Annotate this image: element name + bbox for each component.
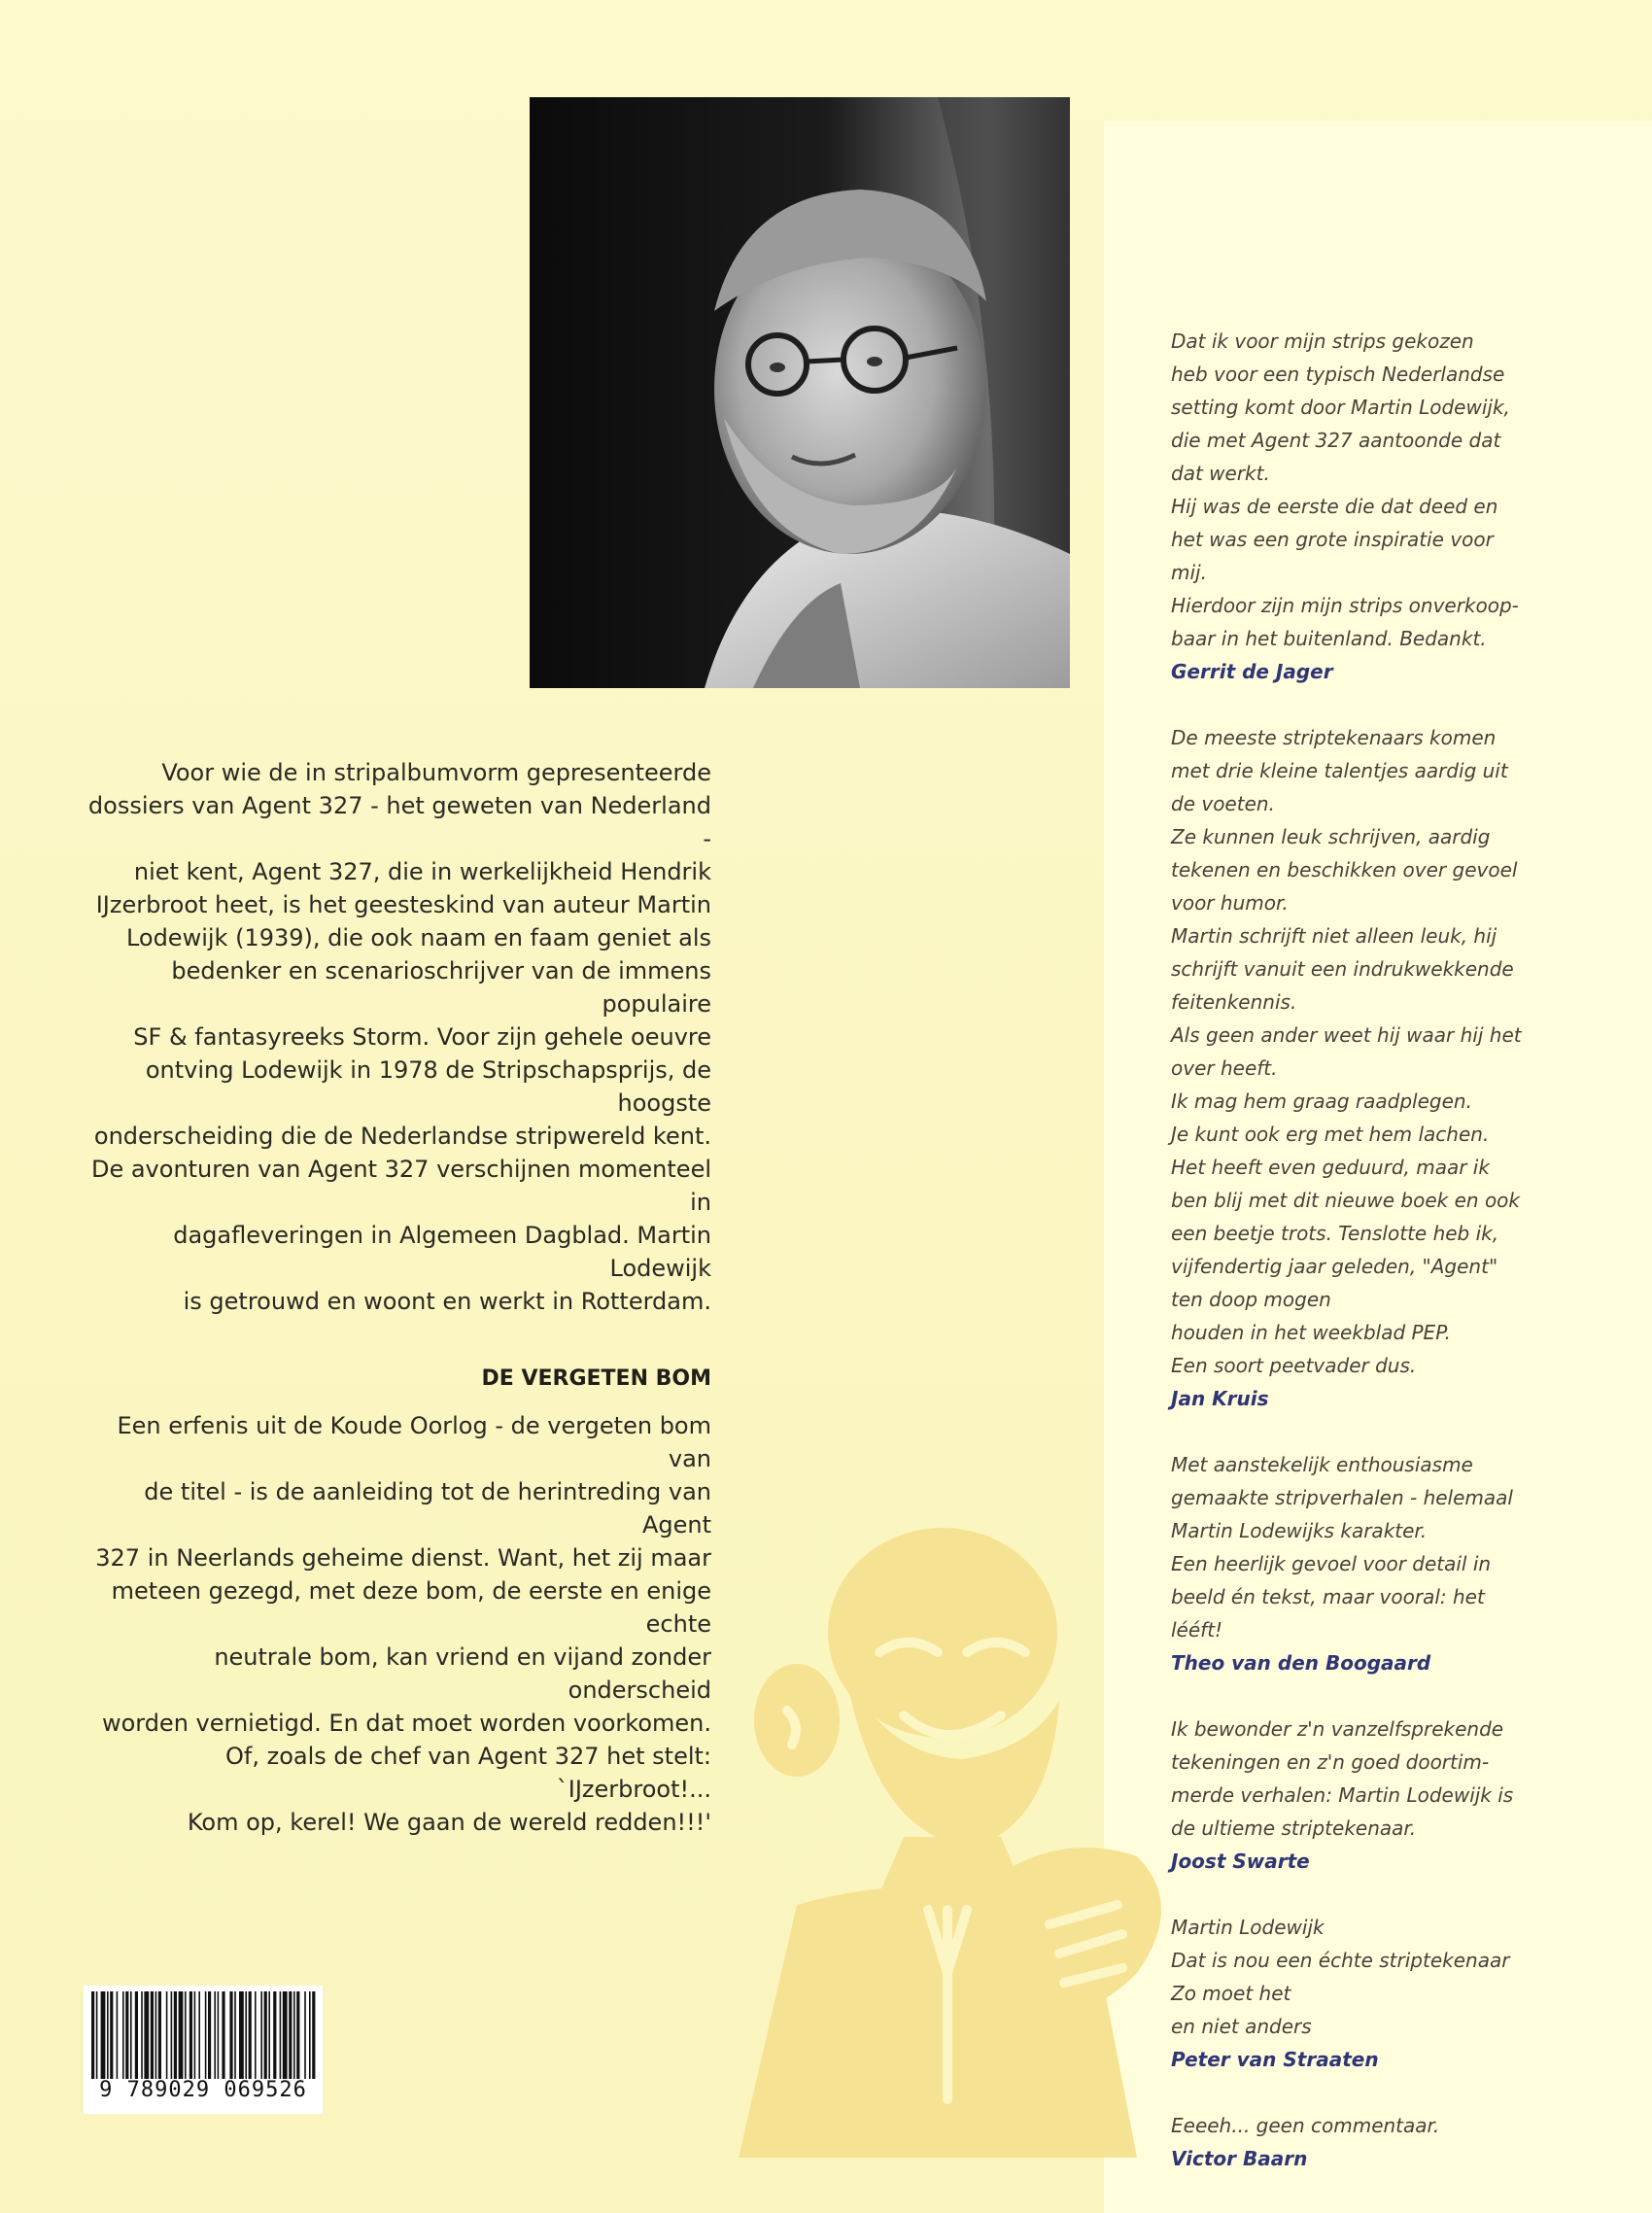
testimonial-line: Ze kunnen leuk schrijven, aardig xyxy=(1171,825,1491,848)
bio-line: dagafleveringen in Algemeen Dagblad. Martin Lodewijk xyxy=(173,1222,711,1282)
bio-line: ontving Lodewijk in 1978 de Stripschapsprijs, de hoogste xyxy=(145,1056,711,1117)
testimonial-line: Ik bewonder z'n vanzelfsprekende xyxy=(1171,1717,1504,1741)
synopsis-line: Of, zoals de chef van Agent 327 het stelt: `IJzerbroot!... xyxy=(225,1743,711,1803)
barcode-bar xyxy=(264,1991,267,2079)
testimonial-author: Joost Swarte xyxy=(1171,1850,1310,1873)
barcode-bar xyxy=(255,1991,257,2079)
testimonial xyxy=(1171,1911,1560,2076)
barcode-bar xyxy=(101,1991,106,2079)
testimonial-line: houden in het weekblad PEP. xyxy=(1171,1321,1451,1344)
testimonial xyxy=(1171,1448,1560,1679)
testimonial xyxy=(1171,1712,1560,1878)
testimonial-line: Een heerlijk gevoel voor detail in xyxy=(1171,1552,1492,1575)
barcode-bar xyxy=(174,1991,177,2079)
testimonial-line: De meeste striptekenaars komen xyxy=(1171,726,1497,749)
barcode-bar xyxy=(91,1991,94,2079)
barcode-bar xyxy=(166,1991,168,2079)
barcode-bar xyxy=(268,1991,270,2079)
testimonial-line: baar in het buitenland. Bedankt. xyxy=(1171,627,1487,650)
testimonial-line: Hierdoor zijn mijn strips onverkoop- xyxy=(1171,594,1519,617)
testimonial-line: en niet anders xyxy=(1171,2015,1312,2038)
testimonial-line: schrijft vanuit een indrukwekkende xyxy=(1171,957,1514,981)
testimonial-line: met drie kleine talentjes aardig uit xyxy=(1171,759,1508,782)
barcode-bar xyxy=(135,1991,138,2079)
barcode-bar xyxy=(171,1991,173,2079)
testimonial-line: Je kunt ook erg met hem lachen. xyxy=(1171,1123,1490,1146)
testimonial-line: over heeft. xyxy=(1171,1056,1278,1080)
testimonial-line: merde verhalen: Martin Lodewijk is xyxy=(1171,1783,1514,1807)
author-biography xyxy=(87,756,711,1318)
isbn-number: 9 789029 069526 xyxy=(99,2078,307,2102)
testimonial-line: mij. xyxy=(1171,561,1207,584)
barcode-bar xyxy=(249,1991,252,2079)
testimonial-line: de ultieme striptekenaar. xyxy=(1171,1816,1417,1840)
author-portrait-photo xyxy=(530,97,1070,688)
barcode-bar xyxy=(309,1991,311,2079)
barcode-bar xyxy=(155,1991,157,2079)
testimonial-line: Als geen ander weet hij waar hij het xyxy=(1171,1023,1522,1047)
testimonial-author: Peter van Straaten xyxy=(1171,2048,1379,2071)
testimonial-line: een beetje trots. Tenslotte heb ik, xyxy=(1171,1222,1499,1245)
barcode-bar xyxy=(185,1991,187,2079)
barcode-bar xyxy=(107,1991,109,2079)
barcode-bar xyxy=(151,1991,154,2079)
testimonial-line: Het heeft even geduurd, maar ik xyxy=(1171,1156,1490,1179)
bio-line: De avonturen van Agent 327 verschijnen momenteel in xyxy=(90,1156,711,1216)
testimonial-line: feitenkennis. xyxy=(1171,990,1297,1014)
bio-line: Voor wie de in stripalbumvorm gepresenteerde xyxy=(161,759,711,786)
testimonial-author: Victor Baarn xyxy=(1171,2147,1308,2170)
barcode-bar xyxy=(96,1991,98,2079)
bio-line: SF & fantasyreeks Storm. Voor zijn gehele oeuvre xyxy=(133,1023,711,1051)
barcode-bar xyxy=(125,1991,128,2079)
barcode-bar xyxy=(304,1991,306,2079)
testimonial-author: Gerrit de Jager xyxy=(1171,660,1333,683)
testimonial-line: het was een grote inspiratie voor xyxy=(1171,528,1494,551)
testimonials-column xyxy=(1171,325,1560,2208)
barcode-bar xyxy=(194,1991,196,2079)
testimonial-line: de voeten. xyxy=(1171,792,1275,815)
testimonial xyxy=(1171,721,1560,1415)
testimonial-line: tekeningen en z'n goed doortim- xyxy=(1171,1750,1490,1774)
testimonial-line: Zo moet het xyxy=(1171,1982,1291,2005)
synopsis-line: 327 in Neerlands geheime dienst. Want, het zij maar xyxy=(95,1544,711,1572)
testimonial-line: Hij was de eerste die dat deed en xyxy=(1171,495,1498,518)
barcode-bar xyxy=(179,1991,184,2079)
testimonial-line: setting komt door Martin Lodewijk, xyxy=(1171,396,1510,419)
testimonial-line: die met Agent 327 aantoonde dat xyxy=(1171,429,1501,452)
barcode-bar xyxy=(198,1991,200,2079)
testimonial xyxy=(1171,2109,1560,2175)
testimonial-line: lééft! xyxy=(1171,1618,1223,1642)
barcode-bar xyxy=(312,1991,315,2079)
bio-line: onderscheiding die de Nederlandse stripwereld kent. xyxy=(93,1123,711,1150)
barcode-bar xyxy=(130,1991,132,2079)
barcode-bar xyxy=(239,1991,244,2079)
testimonial-line: Ik mag hem graag raadplegen. xyxy=(1171,1089,1472,1113)
bio-line: dossiers van Agent 327 - het geweten van Nederland - xyxy=(87,792,711,852)
testimonial-line: Dat ik voor mijn strips gekozen xyxy=(1171,329,1474,353)
testimonial-line: voor humor. xyxy=(1171,891,1289,915)
barcode-bar xyxy=(122,1991,124,2079)
barcode-bar xyxy=(229,1991,232,2079)
barcode-bar xyxy=(144,1991,149,2079)
barcode-bar xyxy=(222,1991,224,2079)
synopsis-line: worden vernietigd. En dat moet worden voorkomen. xyxy=(101,1710,711,1737)
synopsis-line: Een erfenis uit de Koude Oorlog - de vergeten bom van xyxy=(117,1412,711,1472)
barcode-bar xyxy=(296,1991,299,2079)
testimonial-line: ten doop mogen xyxy=(1171,1288,1331,1311)
testimonial-line: Dat is nou een échte striptekenaar xyxy=(1171,1949,1510,1972)
testimonial-line: heb voor een typisch Nederlandse xyxy=(1171,363,1505,386)
testimonial-line: Eeeeh... geen commentaar. xyxy=(1171,2114,1440,2137)
bio-line: Lodewijk (1939), die ook naam en faam geniet als xyxy=(125,924,711,951)
barcode-bar xyxy=(117,1991,119,2079)
barcode-bar xyxy=(205,1991,207,2079)
synopsis-line: neutrale bom, kan vriend en vijand zonder onderscheid xyxy=(214,1643,711,1704)
testimonial-line: beeld én tekst, maar vooral: het xyxy=(1171,1585,1485,1608)
story-synopsis xyxy=(87,1409,711,1839)
testimonial-line: tekenen en beschikken over gevoel xyxy=(1171,858,1518,882)
barcode-bar xyxy=(214,1991,216,2079)
testimonial-line: Martin Lodewijks karakter. xyxy=(1171,1519,1428,1542)
barcode-bar xyxy=(280,1991,282,2079)
testimonial-line: Martin Lodewijk xyxy=(1171,1916,1325,1939)
barcode-bar xyxy=(283,1991,288,2079)
testimonial xyxy=(1171,325,1560,688)
barcode-bar xyxy=(260,1991,262,2079)
synopsis-line: Kom op, kerel! We gaan de wereld redden!!!' xyxy=(187,1809,711,1836)
bio-line: is getrouwd en woont en werkt in Rotterdam. xyxy=(183,1288,711,1315)
story-title: DE VERGETEN BOM xyxy=(481,1366,711,1391)
bio-line: IJzerbroot heet, is het geesteskind van auteur Martin xyxy=(95,891,711,918)
synopsis-line: meteen gezegd, met deze bom, de eerste en enige echte xyxy=(111,1577,711,1638)
bio-line: niet kent, Agent 327, die in werkelijkheid Hendrik xyxy=(133,858,711,885)
testimonial-author: Theo van den Boogaard xyxy=(1171,1651,1431,1675)
testimonial-line: gemaakte stripverhalen - helemaal xyxy=(1171,1486,1513,1509)
testimonial-line: vijfendertig jaar geleden, "Agent" xyxy=(1171,1255,1498,1278)
barcode-bar xyxy=(110,1991,113,2079)
testimonial-line: Een soort peetvader dus. xyxy=(1171,1354,1417,1377)
bio-line: bedenker en scenarioschrijver van de immens populaire xyxy=(171,957,711,1018)
barcode-bar xyxy=(208,1991,211,2079)
barcode-bar xyxy=(289,1991,292,2079)
barcode-bar xyxy=(158,1991,161,2079)
barcode-bar xyxy=(293,1991,295,2079)
testimonial-line: dat werkt. xyxy=(1171,462,1270,485)
testimonial-author: Jan Kruis xyxy=(1171,1387,1269,1410)
synopsis-line: de titel - is de aanleiding tot de herintreding van Agent xyxy=(144,1478,711,1539)
barcode-bar xyxy=(141,1991,143,2079)
barcode-bar xyxy=(234,1991,236,2079)
barcode-bar xyxy=(273,1991,276,2079)
barcode-bar xyxy=(218,1991,220,2079)
testimonial-line: Met aanstekelijk enthousiasme xyxy=(1171,1453,1473,1476)
barcode-bar xyxy=(245,1991,247,2079)
testimonial-line: ben blij met dit nieuwe boek en ook xyxy=(1171,1189,1520,1212)
agent-327-silhouette xyxy=(680,1516,1224,2158)
barcode-bar xyxy=(189,1991,192,2079)
testimonial-line: Martin schrijft niet alleen leuk, hij xyxy=(1171,924,1497,948)
